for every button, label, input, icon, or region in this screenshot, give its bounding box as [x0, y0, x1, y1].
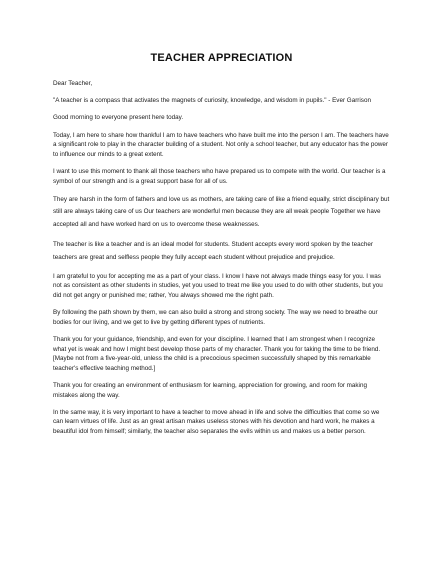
- body-paragraph-thankful: Today, I am here to share how thankful I am to have teachers who have built me into the person I am. The teachers have a significant role to play in the character building of a student. Not only a school teacher, but any educator has the power to influence our minds to a great extent.: [53, 131, 389, 158]
- body-paragraph-guidance: Thank you for your guidance, friendship, and even for your discipline. I learned that I am strongest when I recognize what yet is weak and how I might best develop those parts of my character. Thank you for taking the time to be friend.[Maybe not from a five-year-old, unless the child is a precocious specimen successfully shaped by this remarkable teacher's effective teaching method.]: [53, 336, 381, 372]
- body-paragraph-ideal-model: The teacher is like a teacher and is an ideal model for students. Student accepts every word spoken by the teacher teachers are great and selfless people they fully accept each student without prejudice and prejudice.: [53, 241, 373, 261]
- salutation: Dear Teacher,: [53, 80, 93, 87]
- document-title: TEACHER APPRECIATION: [150, 52, 293, 64]
- body-paragraph-harsh: They are harsh in the form of fathers and love us as mothers, are taking care of like a friend equally, strict disciplinary but still are always taking care of us Our teachers are wonderful men because they are all weak people Together we have accepted all and have worked hard on us to overcome these weaknesses.: [53, 195, 390, 228]
- body-paragraph-closing: In the same way, it is very important to have a teacher to move ahead in life and solve the difficulties that come so we can learn virtues of life. Just as an great artisan makes useless stones with his devotion and hard work, he makes a beautiful idol from himself; similarly, the teacher also separates the evils within us and makes us a better person.: [53, 408, 380, 435]
- body-paragraph-prepared: I want to use this moment to thank all those teachers who have prepared us to compete with the world. Our teacher is a symbol of our strength and is a great support base for all of us.: [53, 167, 386, 185]
- greeting-paragraph: Good morning to everyone present here today.: [53, 114, 184, 122]
- body-paragraph-grateful: I am grateful to you for accepting me as a part of your class. I know I have not always made things easy for you. I was not as consistent as other students in studies, yet you used to treat me like you used to do with other students, but you did not get angry or punished me; rather, You always showed me the right path.: [53, 272, 383, 300]
- body-paragraph-enthusiasm: Thank you for creating an environment of enthusiasm for learning, appreciation for growing, and room for making mistakes along the way.: [53, 382, 367, 399]
- body-paragraph-path: By following the path shown by them, we can also build a strong and strong society. The way we need to breathe our bodies for our living, and we get to live by getting different types of nutrients.: [53, 309, 378, 326]
- quote-paragraph: "A teacher is a compass that activates the magnets of curiosity, knowledge, and wisdom in pupils." - Ever Garrison: [53, 97, 371, 105]
